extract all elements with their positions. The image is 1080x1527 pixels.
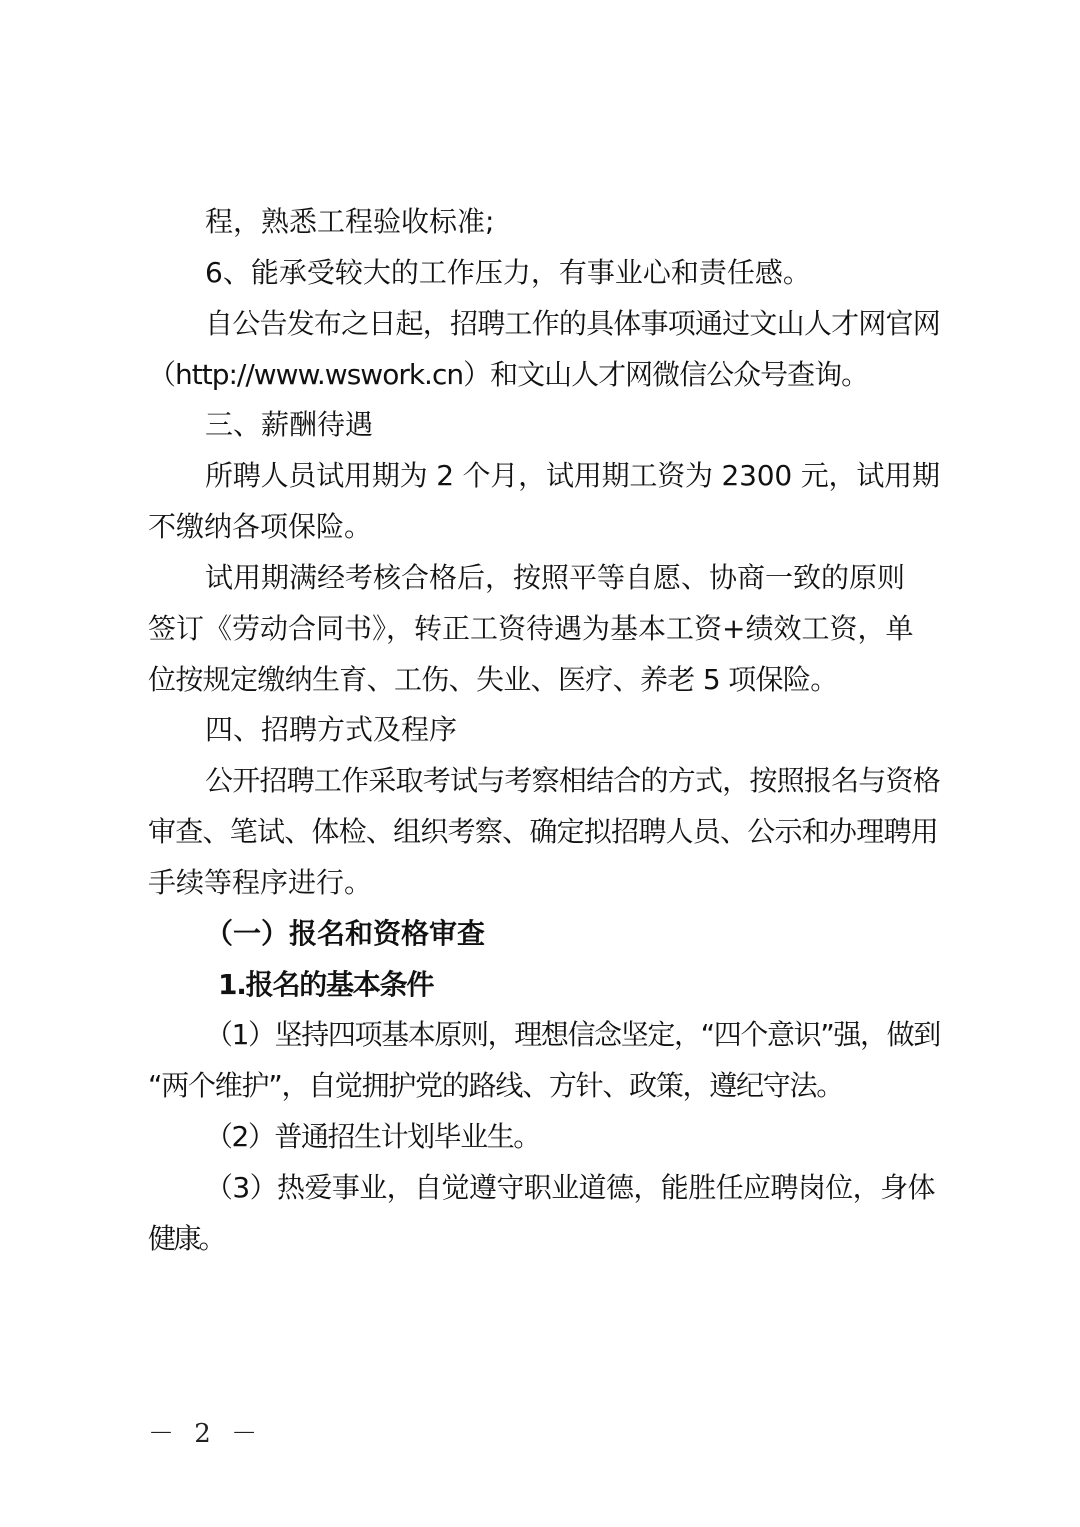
- paragraph-line: 6、能承受较大的工作压力，有事业心和责任感。: [205, 256, 811, 289]
- paragraph-line: 手续等程序进行。: [148, 866, 373, 899]
- paragraph-line: （http://www.wswork.cn）和文山人才网微信公众号查询。: [148, 358, 869, 391]
- paragraph-line: （2）普通招生计划毕业生。: [205, 1120, 540, 1153]
- paragraph-line: 试用期满经考核合格后，按照平等自愿、协商一致的原则: [205, 561, 906, 594]
- paragraph-line: “两个维护”，自觉拥护党的路线、方针、政策，遵纪守法。: [148, 1069, 843, 1102]
- paragraph-line: 审查、笔试、体检、组织考察、确定拟招聘人员、公示和办理聘用: [148, 815, 938, 848]
- item-heading: 1.报名的基本条件: [218, 968, 434, 1001]
- paragraph-line: 不缴纳各项保险。: [148, 510, 373, 543]
- paragraph-line: 健康。: [148, 1222, 224, 1255]
- paragraph-line: （1）坚持四项基本原则，理想信念坚定，“四个意识”强，做到: [205, 1018, 940, 1051]
- section-heading: 四、招聘方式及程序: [205, 713, 458, 746]
- paragraph-line: 所聘人员试用期为 2 个月，试用期工资为 2300 元，试用期: [205, 459, 940, 492]
- page-number: － 2 －: [148, 1419, 264, 1449]
- paragraph-line: 自公告发布之日起，招聘工作的具体事项通过文山人才网官网: [205, 307, 940, 340]
- paragraph-line: 签订《劳动合同书》，转正工资待遇为基本工资+绩效工资，单: [148, 612, 914, 645]
- subsection-heading: （一）报名和资格审查: [205, 917, 486, 950]
- paragraph-line: 程，熟悉工程验收标准;: [205, 205, 495, 238]
- section-heading: 三、薪酬待遇: [205, 408, 374, 441]
- paragraph-line: 公开招聘工作采取考试与考察相结合的方式，按照报名与资格: [205, 764, 940, 797]
- paragraph-line: 位按规定缴纳生育、工伤、失业、医疗、养老 5 项保险。: [148, 663, 838, 696]
- paragraph-line: （3）热爱事业，自觉遵守职业道德，能胜任应聘岗位，身体: [205, 1171, 935, 1204]
